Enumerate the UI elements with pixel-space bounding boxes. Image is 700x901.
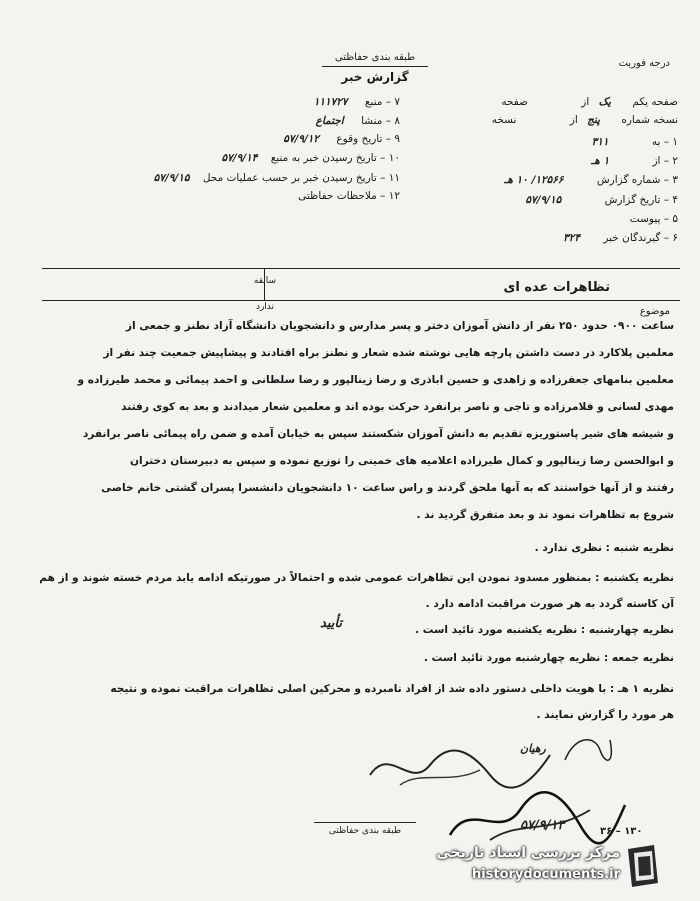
sheet-sub: ندارد bbox=[255, 302, 275, 312]
body-line: معلمین بنامهای جعفرزاده و زاهدی و حسین اباذری و رضا زینالپور و رضا سلطانی و احمد پیمائی و محمد طیرزاده و bbox=[77, 374, 674, 386]
handwritten-signature bbox=[430, 780, 630, 850]
meta-left-row: ۸ – منشا اجتماع bbox=[315, 115, 400, 127]
body-line: معلمین پلاکارد در دست داشتن پارچه هایی نوشته شده شعار و نطنز براه افتادند و پیشاپیش جمعیت چند نفر از bbox=[103, 347, 674, 359]
body-line: مهدی لسانی و فلامرزاده و تاجی و ناصر برانفرد حرکت بوده اند و معلمین شعار میدادند و بعد به کوی رفتند bbox=[121, 401, 674, 413]
meta-right-row: ۶ – گیرندگان خبر ۳۲۴ bbox=[563, 232, 678, 244]
opinion-line: آن کاسته گردد به هر صورت مراقبت ادامه دارد . bbox=[425, 598, 674, 610]
meta-mid: از bbox=[569, 114, 578, 126]
meta-page-row bbox=[430, 96, 678, 108]
meta-mid: از bbox=[581, 96, 590, 108]
body-line: و شیشه های شیر پاستوریزه تقدیم به دانش آموزان شکستند سپس به خیابان آمده و ضمن راه پیمائی ناصر برانفرد bbox=[82, 428, 674, 440]
meta-right-row: ۳ – شماره گزارش ۱۲۵۶۶/ ۱۰ هـ bbox=[504, 174, 678, 186]
subject-label: موضوع bbox=[639, 306, 670, 317]
body-line: شروع به تظاهرات نمود ند و بعد متفرق گردید ند . bbox=[416, 509, 674, 521]
watermark-fa: مرکز بررسی اسناد تاریخی bbox=[436, 845, 620, 861]
watermark-en: historydocuments.ir bbox=[471, 867, 620, 882]
meta-left-row: ۱۱ – تاریخ رسیدن خبر بر حسب عملیات محل ۵۷/۹/۱۵ bbox=[153, 172, 400, 184]
priority-label: درجه فوریت bbox=[618, 58, 670, 69]
watermark-logo-icon bbox=[624, 843, 662, 889]
classification-top: طبقه بندی حفاظتی bbox=[334, 52, 416, 63]
meta-right-row: ۴ – تاریخ گزارش ۵۷/۹/۱۵ bbox=[525, 194, 678, 206]
meta-right-row: ۲ – از ۱ هـ bbox=[591, 155, 678, 167]
report-title: گزارش خبر bbox=[341, 70, 409, 84]
opinion-line: نظریه چهارشنبه : نظریه یکشنبه مورد تائید است . bbox=[415, 624, 674, 636]
body-line: رفتند و از آنها خواستند که به آنها ملحق گردند و راس ساعت ۱۰ دانشجویان دانشسرا پسران گشتی خانم خاصی bbox=[101, 482, 674, 494]
sheet-label: سابقه bbox=[253, 276, 277, 286]
classification-bottom: طبقه بندی حفاظتی bbox=[328, 826, 402, 836]
meta-left-row: ۷ – منبع ۱۱۱۷۲۷ bbox=[313, 96, 400, 108]
meta-right-row: ۵ – پیوست bbox=[629, 213, 678, 225]
meta-suffix: نسخه bbox=[491, 114, 517, 126]
meta-label: صفحه یکم bbox=[632, 96, 678, 108]
opinion-line: هر مورد را گزارش نمایند . bbox=[536, 709, 674, 721]
meta-left-row: ۱۲ – ملاحظات حفاظتی bbox=[298, 190, 400, 202]
meta-suffix: صفحه bbox=[501, 96, 528, 108]
opinion-line: نظریه شنبه : نظری ندارد . bbox=[534, 542, 674, 554]
footer-code: ۱۳۰ – ۳۶ bbox=[600, 826, 643, 837]
meta-left-row: ۱۰ – تاریخ رسیدن خبر به منبع ۵۷/۹/۱۴ bbox=[221, 152, 400, 164]
divider-bottom bbox=[42, 300, 680, 301]
opinion-line: نظریه ۱ هـ : با هویت داخلی دستور داده شد از افراد نامبرده و محرکین اصلی تظاهرات مراقبت نموده و نتیجه bbox=[110, 683, 674, 695]
meta-value: یک bbox=[598, 96, 611, 108]
meta-value: پنج bbox=[587, 114, 600, 126]
signature-text: رهیان bbox=[520, 742, 546, 755]
divider-top bbox=[42, 268, 680, 269]
body-line: و ابوالحسن رضا زینالپور و کمال طیرزاده اعلامیه های خمینی را توزیع نموده و سپس به دبیرستان دختران bbox=[129, 455, 674, 467]
subject-value: تظاهرات عده ای bbox=[503, 280, 610, 295]
meta-right-row: ۱ – به ۳۱۱ bbox=[591, 136, 678, 148]
body-line: ساعت ۰۹۰۰ حدود ۲۵۰ نفر از دانش آموزان دختر و پسر مدارس و دانشجویان دانشگاه آزاد نطنز و جمعی از bbox=[125, 320, 674, 332]
handwritten-date: ۵۷/۹/۱۳ bbox=[520, 818, 565, 833]
opinion-line: نظریه یکشنبه : بمنظور مسدود نمودن این تظاهرات عمومی شده و احتمالاً در صورتیکه ادامه یابد مردم خسته شوند و از هم bbox=[39, 572, 674, 584]
opinion-line: نظریه جمعه : نظریه چهارشنبه مورد تائید است . bbox=[423, 652, 674, 664]
meta-copy-row bbox=[430, 114, 678, 126]
margin-note: تأیید bbox=[320, 616, 342, 631]
meta-label: نسخه شماره bbox=[621, 114, 678, 126]
watermark bbox=[420, 843, 660, 891]
initial-mark bbox=[560, 730, 620, 770]
meta-left-row: ۹ – تاریخ وقوع ۵۷/۹/۱۲ bbox=[283, 133, 400, 145]
